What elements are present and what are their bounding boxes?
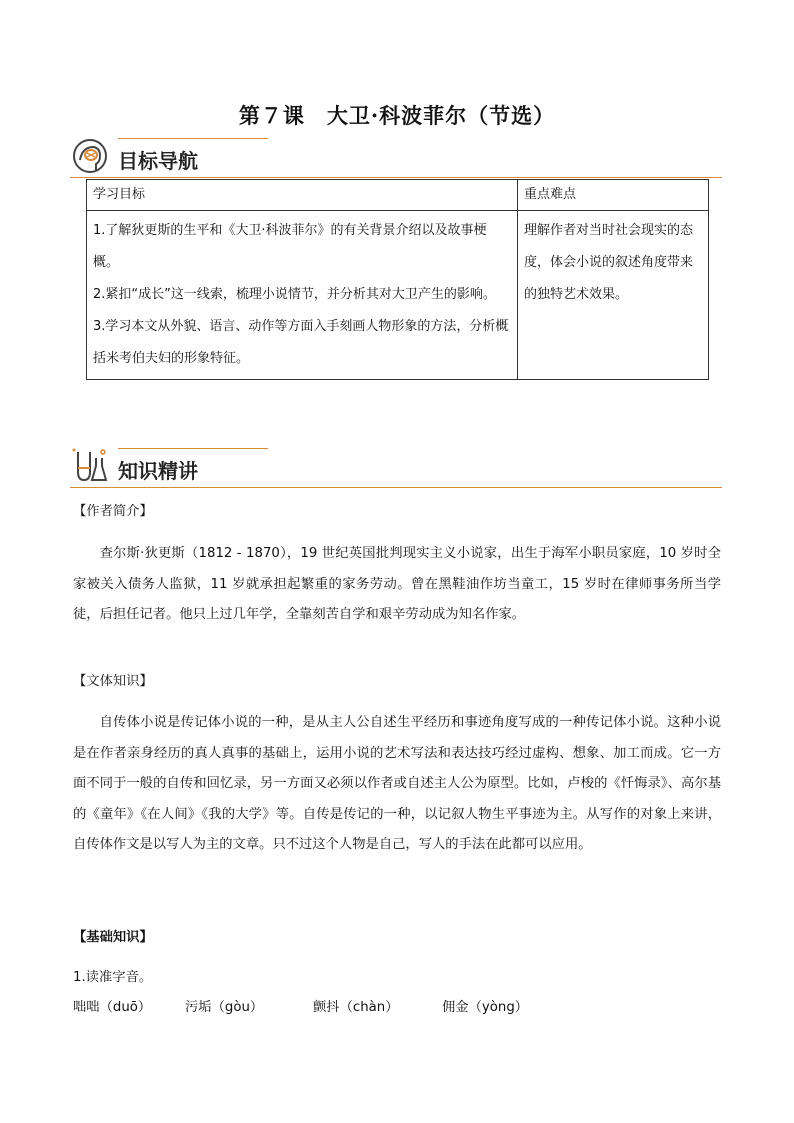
pinyin-item: 佣金（yòng）	[442, 1000, 529, 1015]
objective-item: 2.紧扣“成长”这一线索，梳理小说情节，并分析其对大卫产生的影响。	[93, 287, 496, 302]
lab-flask-icon	[70, 446, 110, 486]
header-rule	[70, 177, 722, 178]
section-header-knowledge	[70, 448, 722, 488]
genre-text: 自传体小说是传记体小说的一种，是从主人公自述生平经历和事迹角度写成的一种传记体小说。这种小说是在作者亲身经历的真人真事的基础上，运用小说的艺术写法和表达技巧经过虚构、想象、加工而成。它一方面不同于一般的自传和回忆录，另一方面又必须以作者或自述主人公为原型。比如，卢梭的《忏悔录》、高尔基的《童年》《在人间》《我的大学》等。自传是传记的一种，以记叙人物生平事迹为主。从写作的对象上来讲，自传体作文是以写人为主的文章。只不过这个人物是自己，写人的手法在此都可以应用。	[73, 715, 721, 852]
author-intro-text: 查尔斯·狄更斯（1812 - 1870），19 世纪英国批判现实主义小说家，出生于海军小职员家庭，10 岁时全家被关入债务人监狱，11 岁就承担起繁重的家务劳动。曾在黑鞋油作坊当童工，15 岁时在律师事务所当学徒，后担任记者。他只上过几年学，全靠刻苦自学和艰辛劳动成为知名作家。	[73, 546, 721, 622]
objective-item: 3.学习本文从外貌、语言、动作等方面入手刻画人物形象的方法，分析概括米考伯夫妇的形象特征。	[93, 319, 509, 366]
objectives-cell	[87, 211, 518, 380]
keypoints-col-header: 重点难点	[518, 180, 709, 211]
section-label-goals: 目标导航	[118, 149, 198, 173]
pinyin-item: 咄咄（duō）	[73, 1000, 152, 1015]
keypoints-cell: 理解作者对当时社会现实的态度，体会小说的叙述角度带来的独特艺术效果。	[518, 211, 709, 380]
author-intro-tag: 【作者简介】	[73, 504, 153, 519]
goals-table	[86, 179, 709, 380]
basics-question-1: 1.读准字音。	[73, 970, 153, 985]
objective-item: 1.了解狄更斯的生平和《大卫·科波菲尔》的有关背景介绍以及故事梗概。	[93, 223, 487, 270]
genre-tag: 【文体知识】	[73, 674, 153, 689]
pinyin-item: 颤抖（chàn）	[313, 1000, 399, 1015]
header-top-rule	[118, 448, 268, 449]
pinyin-item: 污垢（gòu）	[185, 1000, 264, 1015]
page-title: 第７课 大卫·科波菲尔（节选）	[238, 103, 556, 128]
goals-col-header: 学习目标	[87, 180, 518, 211]
section-label-knowledge: 知识精讲	[118, 459, 198, 483]
header-top-rule	[118, 138, 268, 139]
brain-head-icon	[70, 136, 110, 176]
section-header-goals	[70, 138, 722, 178]
basics-tag: 【基础知识】	[73, 930, 153, 945]
header-rule	[70, 487, 722, 488]
